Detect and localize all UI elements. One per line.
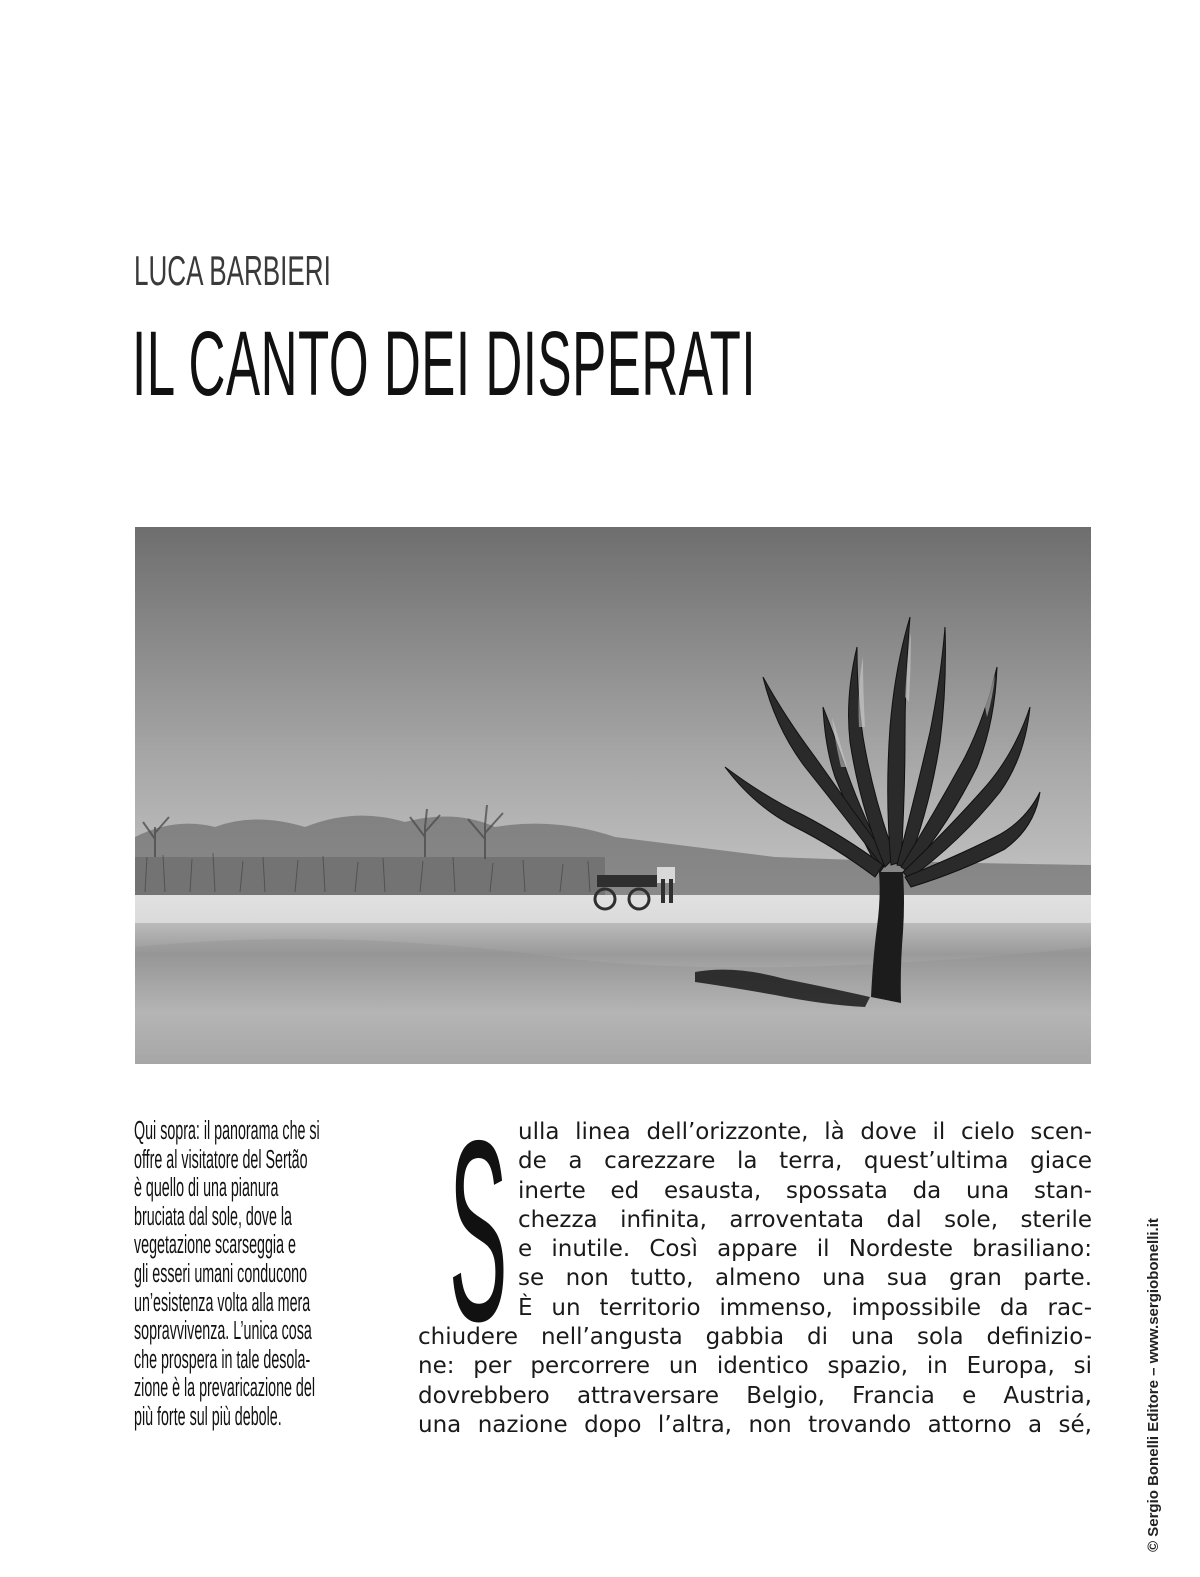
caption-line: è quello di una pianura — [134, 1174, 279, 1203]
caption-line: che prospera in tale desola- — [134, 1345, 311, 1374]
body-line: inerte ed esausta, spossata da una stan- — [518, 1177, 1092, 1204]
body-line: una nazione dopo l’altra, non trovando attorno a sé, — [418, 1411, 1092, 1438]
author-name: LUCA BARBIERI — [134, 247, 331, 294]
caption-line: gli esseri umani conducono — [134, 1259, 308, 1288]
article-body — [418, 1118, 1092, 1440]
body-line: se non tutto, almeno una sua gran parte. — [518, 1265, 1092, 1292]
body-line: chezza infinita, arroventata dal sole, sterile — [518, 1206, 1092, 1233]
drop-cap: S — [449, 1086, 508, 1375]
caption-line: bruciata dal sole, dove la — [134, 1202, 292, 1231]
body-line: ulla linea dell’orizzonte, là dove il cielo scen- — [518, 1119, 1092, 1145]
body-line: e inutile. Così appare il Nordeste brasiliano: — [518, 1236, 1092, 1263]
body-line: dovrebbero attraversare Belgio, Francia e Austria, — [418, 1382, 1092, 1409]
caption-line: Qui sopra: il panorama che si — [134, 1117, 320, 1145]
caption-line: offre al visitatore del Sertão — [134, 1145, 308, 1174]
article-photo — [135, 527, 1091, 1064]
body-line: de a carezzare la terra, quest’ultima giace — [518, 1148, 1092, 1175]
article-title: IL CANTO DEI DISPERATI — [132, 313, 757, 415]
body-line: ne: per percorrere un identico spazio, in Europa, si — [418, 1353, 1092, 1380]
caption-line: zione è la prevaricazione del — [134, 1374, 315, 1403]
body-line: È un territorio immenso, impossibile da rac- — [518, 1294, 1092, 1321]
caption-line: più forte sul più debole. — [134, 1402, 282, 1431]
caption-line: un’esistenza volta alla mera — [134, 1288, 311, 1317]
body-line: chiudere nell’angusta gabbia di una sola definizio- — [418, 1324, 1092, 1351]
caption-line: vegetazione scarseggia e — [134, 1231, 296, 1260]
photo-caption — [134, 1117, 392, 1432]
copyright-notice: © Sergio Bonelli Editore – www.sergiobonelli.it — [1145, 1218, 1162, 1552]
caption-line: sopravvivenza. L’unica cosa — [134, 1317, 312, 1346]
